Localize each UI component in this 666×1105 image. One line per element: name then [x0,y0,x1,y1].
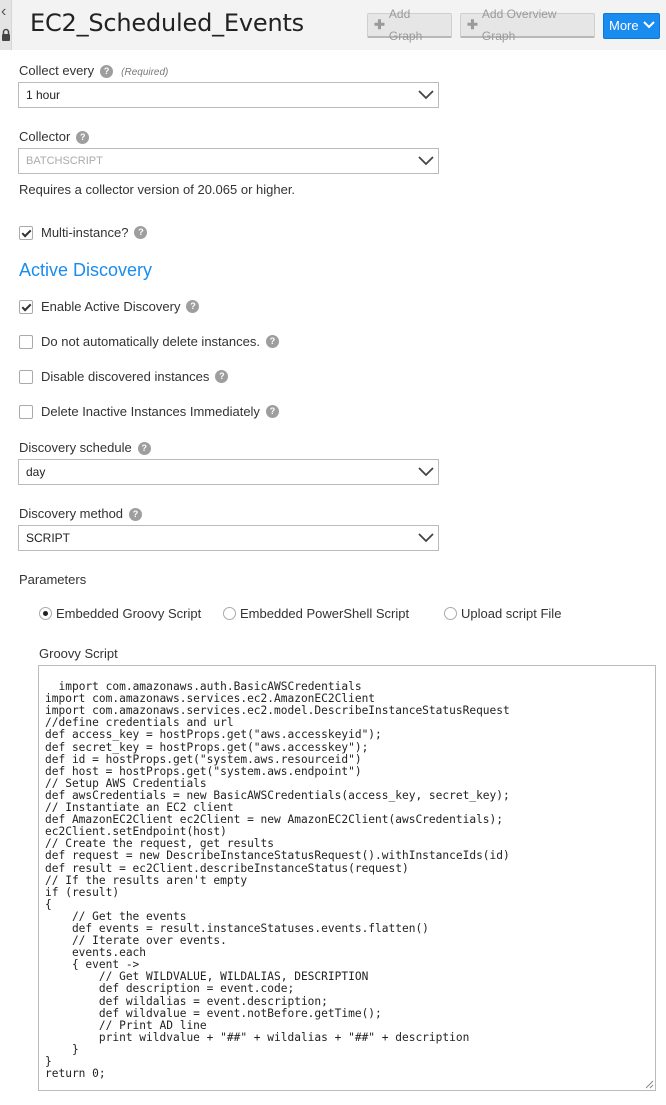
chevron-down-icon [418,467,434,477]
more-label: More [609,18,639,33]
add-overview-graph-button[interactable] [460,7,595,43]
radio-button[interactable] [39,607,52,620]
upload-script-radio[interactable]: Upload script File [444,606,561,621]
checkbox[interactable] [19,226,33,240]
collect-every-label: Collect every ? (Required) [19,63,169,78]
add-graph-label: Add Graph [388,7,423,43]
help-icon[interactable]: ? [186,300,199,313]
chevron-down-icon [418,533,434,543]
parameters-label: Parameters [19,572,87,587]
help-icon[interactable]: ? [100,65,113,78]
active-discovery-title: Active Discovery [19,260,153,280]
checkbox[interactable] [19,335,33,349]
help-icon[interactable]: ? [215,370,228,383]
multi-instance-checkbox[interactable]: Multi-instance? ? [19,225,147,240]
checkbox[interactable] [19,370,33,384]
more-button[interactable] [603,13,660,39]
discovery-method-label: Discovery method ? [19,506,142,521]
resize-handle-icon[interactable] [645,1080,654,1089]
add-graph-button[interactable] [367,7,452,43]
chevron-left-icon[interactable]: ‹ [1,3,7,20]
disable-discovered-instances-checkbox[interactable]: Disable discovered instances ? [19,369,228,384]
help-icon[interactable]: ? [76,131,89,144]
discovery-schedule-select[interactable]: day [18,459,439,485]
discovery-schedule-label: Discovery schedule ? [19,440,151,455]
help-icon[interactable]: ? [129,508,142,521]
embedded-groovy-radio[interactable]: Embedded Groovy Script [39,606,201,621]
plus-icon: ✚ [467,17,478,32]
checkbox[interactable] [19,405,33,419]
chevron-down-icon [643,21,655,29]
groovy-script-editor[interactable] [38,665,656,1091]
add-overview-graph-label: Add Overview Graph [481,7,557,43]
groovy-script-label: Groovy Script [39,646,118,661]
lock-icon [1,28,11,42]
radio-button[interactable] [444,607,457,620]
chevron-down-icon [418,90,434,100]
collector-label: Collector ? [19,129,89,144]
help-icon[interactable]: ? [134,226,147,239]
do-not-delete-instances-checkbox[interactable]: Do not automatically delete instances. ? [19,334,279,349]
collector-select[interactable]: BATCHSCRIPT [18,148,439,174]
page-title: EC2_Scheduled_Events [30,9,304,37]
chevron-down-icon [418,156,434,166]
plus-icon: ✚ [374,17,385,32]
groovy-script-code[interactable]: import com.amazonaws.auth.BasicAWSCredentials import com.amazonaws.services.ec2.AmazonEC2Client import com.amazonaws.services.ec2.model.DescribeInstanceStatusRequest //define credentials and url def access_key = hostProps.get("aws.accesskeyid"); def secret_key = hostProps.get("aws.accesskey"); def id = hostProps.get("system.aws.resourceid") def host = hostProps.get("system.aws.endpoint") // Setup AWS Credentials def awsCredentials = new BasicAWSCredentials(access_key, secret_key); // Instantiate an EC2 client def AmazonEC2Client ec2Client = new AmazonEC2Client(awsCredentials); ec2Client.setEndpoint(host) // Create the request, get results def request = new DescribeInstanceStatusRequest().withInstanceIds(id) def result = ec2Client.describeInstanceStatus(request) // If the results aren't empty if (result) { // Get the events def events = result.instanceStatuses.events.flatten() // Iterate over events. events.each { event -> // Get WILDVALUE, WILDALIAS, DESCRIPTION def description = event.code; def wildalias = event.description; def wildvalue = event.notBefore.getTime(); // Print AD line print wildvalue + "##" + wildalias + "##" + description } } return 0; [45,680,510,1081]
embedded-powershell-radio[interactable]: Embedded PowerShell Script [223,606,409,621]
checkbox[interactable] [19,300,33,314]
help-icon[interactable]: ? [266,405,279,418]
help-icon[interactable]: ? [266,335,279,348]
help-icon[interactable]: ? [138,442,151,455]
radio-button[interactable] [223,607,236,620]
header-bar [0,0,666,50]
collector-version-note: Requires a collector version of 20.065 or higher. [19,182,296,197]
delete-inactive-instances-checkbox[interactable]: Delete Inactive Instances Immediately ? [19,404,279,419]
side-strip [0,0,12,50]
enable-active-discovery-checkbox[interactable]: Enable Active Discovery ? [19,299,199,314]
collect-every-select[interactable]: 1 hour [18,82,439,108]
discovery-method-select[interactable]: SCRIPT [18,525,439,551]
